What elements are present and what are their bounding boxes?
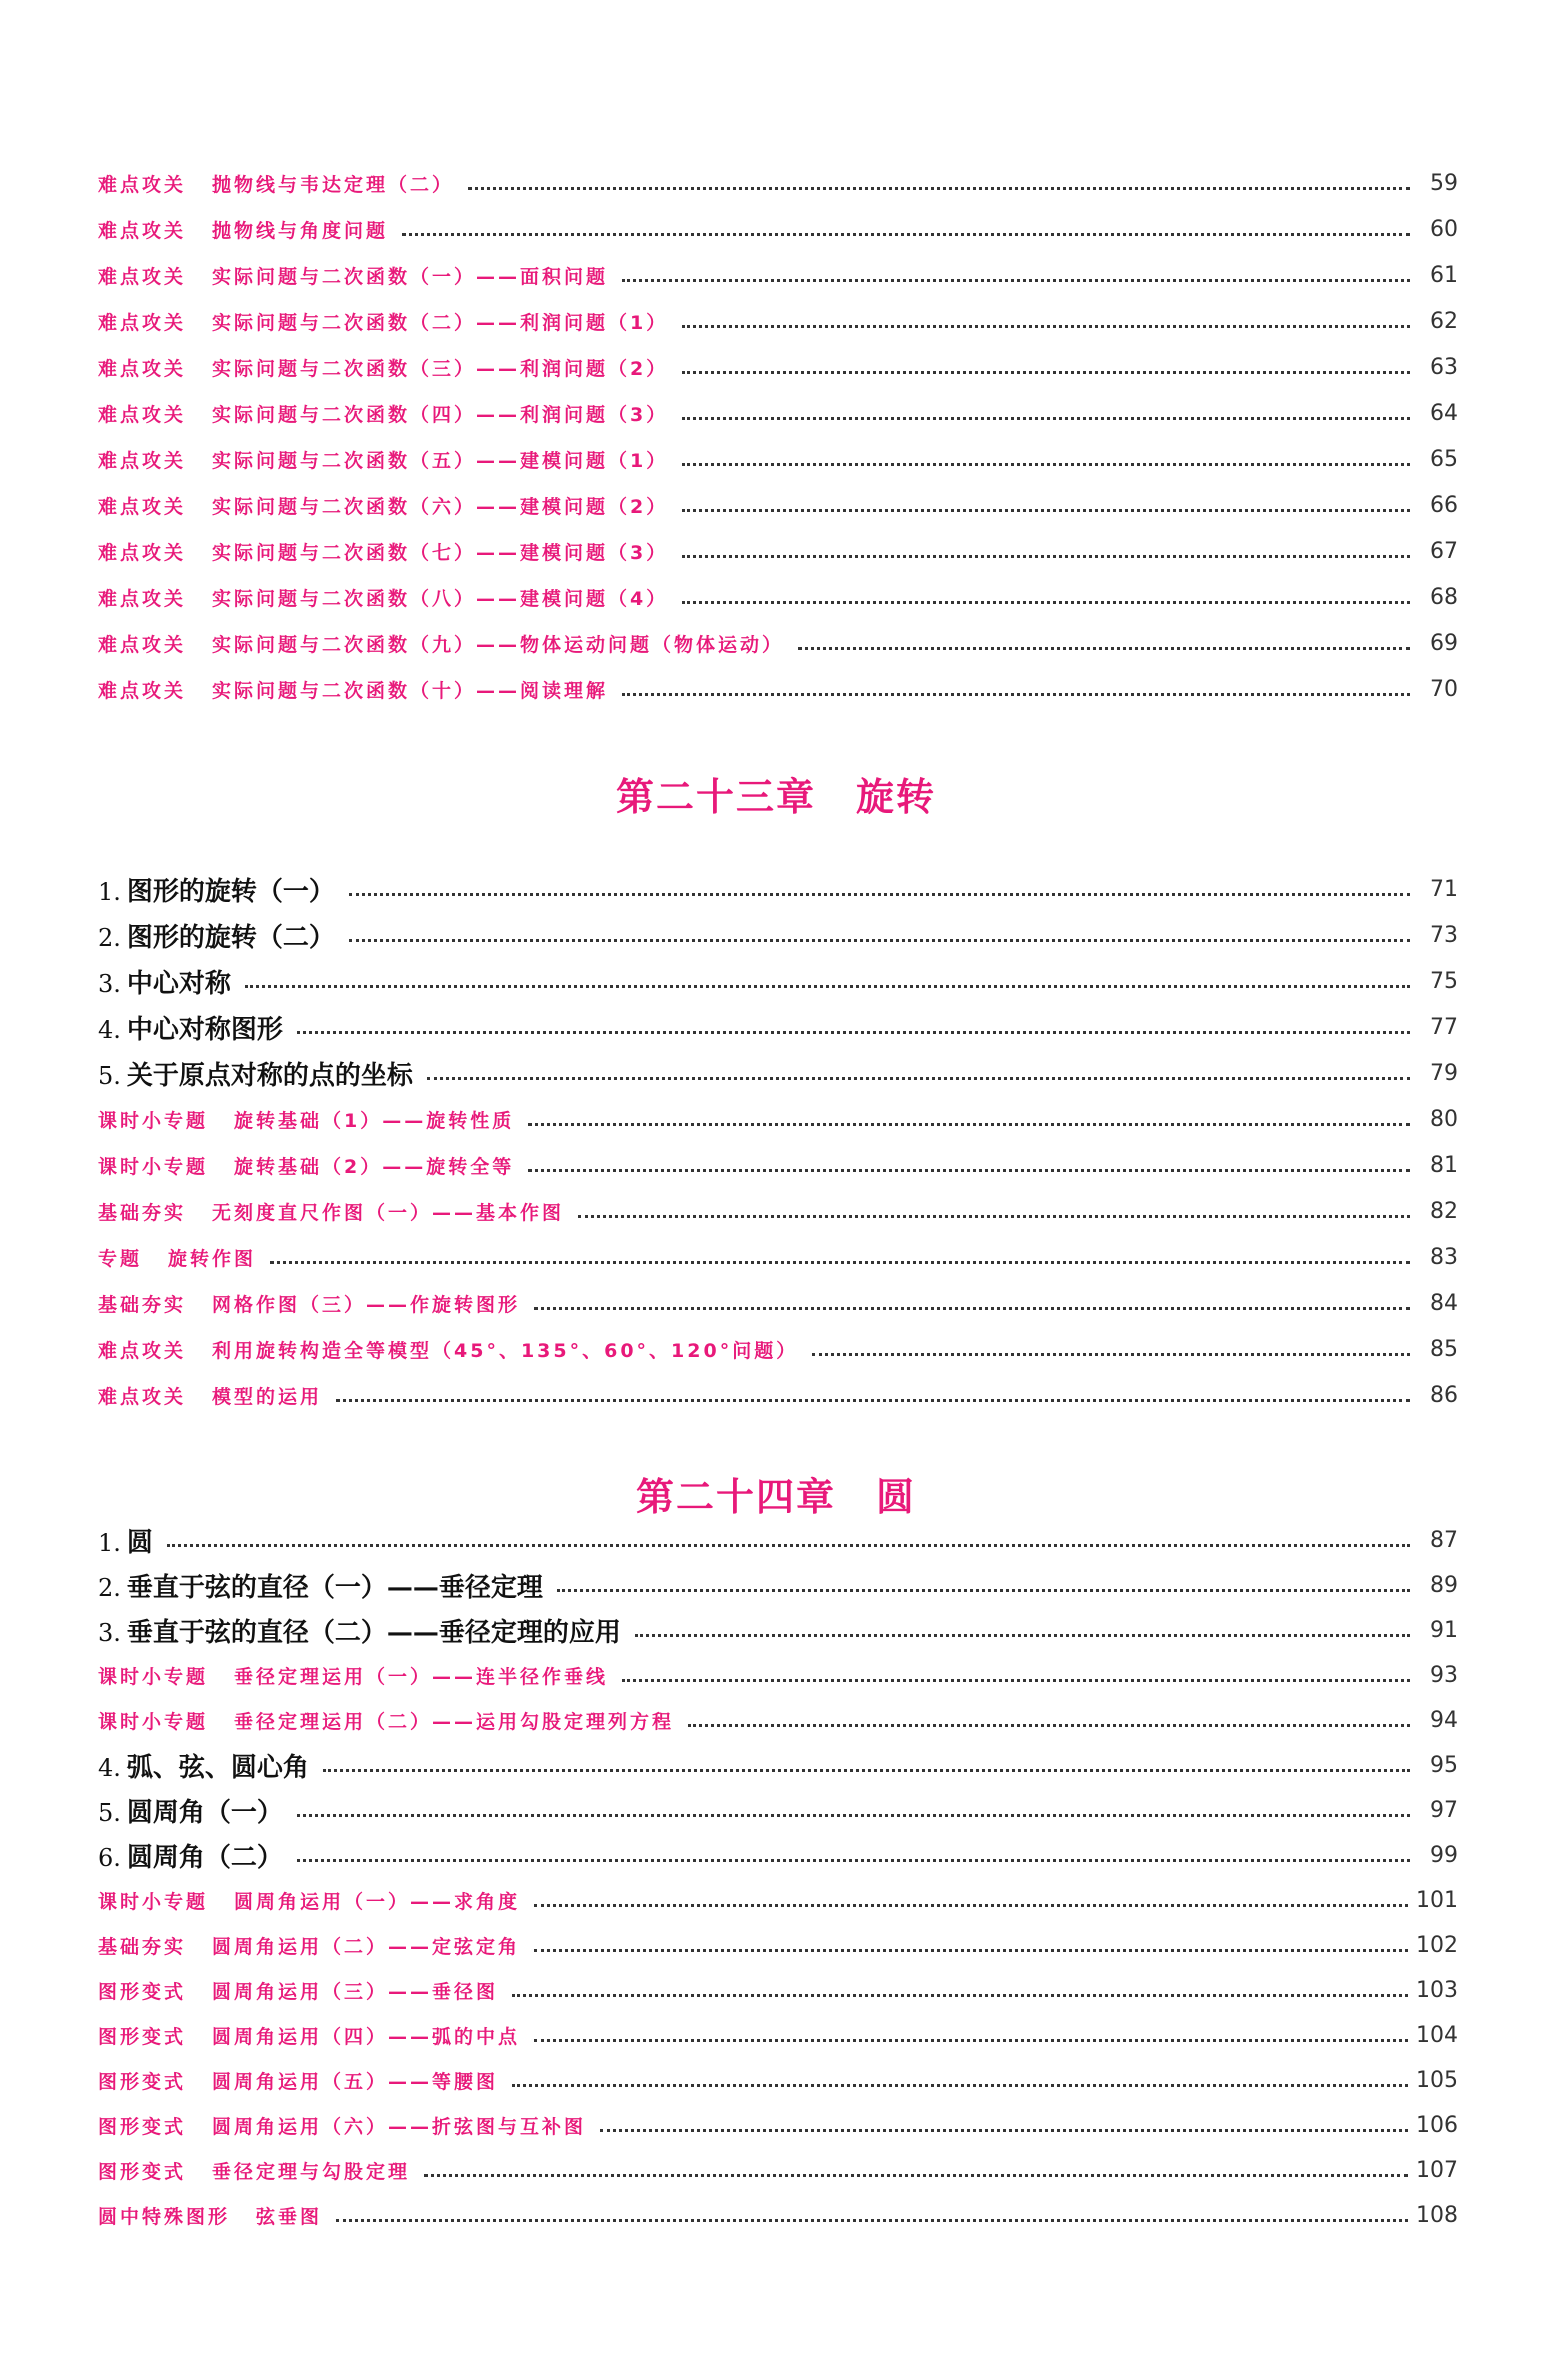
entry-title: 垂径定理运用（二）——运用勾股定理列方程 bbox=[234, 1711, 675, 1733]
entry-page: 77 bbox=[1430, 1014, 1458, 1040]
entry-tag: 课时小专题 bbox=[98, 1711, 209, 1733]
toc-entry[interactable] bbox=[98, 436, 1458, 482]
toc-entry[interactable] bbox=[98, 1833, 1458, 1878]
entry-page: 82 bbox=[1430, 1198, 1458, 1224]
toc-entry[interactable] bbox=[98, 1188, 1458, 1234]
entry-tag: 难点攻关 bbox=[98, 173, 187, 196]
entry-tag: 基础夯实 bbox=[98, 1293, 187, 1316]
entry-tag: 图形变式 bbox=[98, 1981, 187, 2003]
toc-entry[interactable] bbox=[98, 574, 1458, 620]
entry-title: 实际问题与二次函数（二）——利润问题（1） bbox=[212, 311, 669, 334]
toc-entry[interactable] bbox=[98, 1878, 1458, 1923]
entry-page: 99 bbox=[1430, 1843, 1458, 1868]
entry-title: 垂直于弦的直径（一）——垂径定理 bbox=[126, 1573, 543, 1603]
entry-page: 62 bbox=[1430, 308, 1458, 334]
toc-entry[interactable] bbox=[98, 160, 1458, 206]
chapter-number: 第二十四章 bbox=[635, 1474, 836, 1519]
entry-page: 80 bbox=[1430, 1106, 1458, 1132]
entry-title: 网格作图（三）——作旋转图形 bbox=[212, 1293, 521, 1316]
leader-dots bbox=[534, 1949, 1408, 1952]
entry-page: 70 bbox=[1430, 676, 1458, 702]
chapter-heading-23 bbox=[0, 766, 1552, 821]
leader-dots bbox=[622, 693, 1410, 696]
entry-tag: 课时小专题 bbox=[98, 1891, 209, 1913]
entry-title: 垂径定理与勾股定理 bbox=[212, 2161, 411, 2183]
entry-title: 圆周角运用（二）——定弦定角 bbox=[212, 1936, 521, 1958]
leader-dots bbox=[682, 325, 1410, 328]
leader-dots bbox=[512, 2084, 1408, 2087]
leader-dots bbox=[682, 555, 1410, 558]
toc-entry[interactable] bbox=[98, 1518, 1458, 1563]
leader-dots bbox=[297, 1814, 1410, 1817]
leader-dots bbox=[270, 1261, 1410, 1264]
entry-page: 103 bbox=[1416, 1978, 1458, 2003]
entry-page: 71 bbox=[1430, 876, 1458, 902]
entry-title: 利用旋转构造全等模型（45°、135°、60°、120°问题） bbox=[212, 1339, 799, 1362]
toc-entry[interactable] bbox=[98, 1968, 1458, 2013]
entry-number: 3. bbox=[98, 1619, 121, 1647]
entry-page: 108 bbox=[1416, 2203, 1458, 2228]
entry-page: 79 bbox=[1430, 1060, 1458, 1086]
entry-title: 无刻度直尺作图（一）——基本作图 bbox=[212, 1201, 565, 1224]
leader-dots bbox=[682, 509, 1410, 512]
toc-entry[interactable] bbox=[98, 2058, 1458, 2103]
entry-page: 61 bbox=[1430, 262, 1458, 288]
entry-title: 圆周角运用（三）——垂径图 bbox=[212, 1981, 499, 2003]
entry-tag: 难点攻关 bbox=[98, 633, 187, 656]
leader-dots bbox=[557, 1589, 1410, 1592]
toc-entry[interactable] bbox=[98, 912, 1458, 958]
entry-tag: 难点攻关 bbox=[98, 311, 187, 334]
entry-number: 5. bbox=[98, 1061, 121, 1090]
entry-page: 107 bbox=[1416, 2158, 1458, 2183]
toc-entry[interactable] bbox=[98, 1743, 1458, 1788]
leader-dots bbox=[622, 1679, 1410, 1682]
toc-entry[interactable] bbox=[98, 528, 1458, 574]
entry-tag: 难点攻关 bbox=[98, 403, 187, 426]
entry-title: 实际问题与二次函数（七）——建模问题（3） bbox=[212, 541, 669, 564]
toc-entry[interactable] bbox=[98, 1142, 1458, 1188]
entry-page: 106 bbox=[1416, 2113, 1458, 2138]
leader-dots bbox=[812, 1353, 1410, 1356]
leader-dots bbox=[323, 1769, 1410, 1772]
entry-tag: 难点攻关 bbox=[98, 357, 187, 380]
entry-tag: 图形变式 bbox=[98, 2026, 187, 2048]
leader-dots bbox=[682, 463, 1410, 466]
entry-tag: 难点攻关 bbox=[98, 1385, 187, 1408]
entry-number: 4. bbox=[98, 1754, 121, 1782]
entry-title: 弧、弦、圆心角 bbox=[126, 1753, 309, 1783]
entry-title: 实际问题与二次函数（三）——利润问题（2） bbox=[212, 357, 669, 380]
entry-title: 圆周角运用（一）——求角度 bbox=[234, 1891, 521, 1913]
toc-entry[interactable] bbox=[98, 1326, 1458, 1372]
entry-tag: 难点攻关 bbox=[98, 449, 187, 472]
entry-page: 81 bbox=[1430, 1152, 1458, 1178]
chapter-number: 第二十三章 bbox=[615, 774, 816, 819]
toc-entry[interactable] bbox=[98, 206, 1458, 252]
entry-page: 94 bbox=[1430, 1708, 1458, 1733]
toc-entry[interactable] bbox=[98, 2148, 1458, 2193]
entry-title: 旋转作图 bbox=[168, 1247, 257, 1270]
leader-dots bbox=[600, 2129, 1408, 2132]
entry-title: 抛物线与韦达定理（二） bbox=[212, 173, 455, 196]
leader-dots bbox=[424, 2174, 1408, 2177]
leader-dots bbox=[534, 1307, 1410, 1310]
entry-title: 实际问题与二次函数（六）——建模问题（2） bbox=[212, 495, 669, 518]
entry-title: 中心对称 bbox=[126, 968, 231, 999]
leader-dots bbox=[622, 279, 1410, 282]
entry-title: 实际问题与二次函数（十）——阅读理解 bbox=[212, 679, 609, 702]
entry-title: 圆 bbox=[126, 1528, 153, 1558]
toc-entry[interactable] bbox=[98, 620, 1458, 666]
leader-dots bbox=[682, 371, 1410, 374]
entry-page: 59 bbox=[1430, 170, 1458, 196]
leader-dots bbox=[528, 1123, 1410, 1126]
toc-entry[interactable] bbox=[98, 1096, 1458, 1142]
entry-title: 抛物线与角度问题 bbox=[212, 219, 389, 242]
entry-tag: 课时小专题 bbox=[98, 1666, 209, 1688]
entry-page: 68 bbox=[1430, 584, 1458, 610]
leader-dots bbox=[534, 1904, 1408, 1907]
entry-page: 105 bbox=[1416, 2068, 1458, 2093]
entry-page: 102 bbox=[1416, 1933, 1458, 1958]
leader-dots bbox=[349, 893, 1410, 896]
entry-title: 圆周角运用（四）——弧的中点 bbox=[212, 2026, 521, 2048]
entry-title: 实际问题与二次函数（五）——建模问题（1） bbox=[212, 449, 669, 472]
toc-entry[interactable] bbox=[98, 1563, 1458, 1608]
toc-entry[interactable] bbox=[98, 390, 1458, 436]
entry-tag: 基础夯实 bbox=[98, 1201, 187, 1224]
toc-entry[interactable] bbox=[98, 1372, 1458, 1418]
toc-section-circle bbox=[98, 1518, 1458, 2238]
leader-dots bbox=[336, 1399, 1410, 1402]
toc-entry[interactable] bbox=[98, 298, 1458, 344]
entry-tag: 难点攻关 bbox=[98, 265, 187, 288]
toc-entry[interactable] bbox=[98, 2013, 1458, 2058]
entry-title: 实际问题与二次函数（一）——面积问题 bbox=[212, 265, 609, 288]
entry-page: 66 bbox=[1430, 492, 1458, 518]
leader-dots bbox=[512, 1994, 1408, 1997]
entry-page: 65 bbox=[1430, 446, 1458, 472]
leader-dots bbox=[798, 647, 1410, 650]
entry-page: 95 bbox=[1430, 1753, 1458, 1778]
leader-dots bbox=[688, 1724, 1410, 1727]
entry-tag: 图形变式 bbox=[98, 2071, 187, 2093]
toc-entry[interactable] bbox=[98, 1698, 1458, 1743]
entry-page: 91 bbox=[1430, 1618, 1458, 1643]
entry-title: 圆周角（二） bbox=[126, 1843, 283, 1873]
toc-entry[interactable] bbox=[98, 1788, 1458, 1833]
toc-entry[interactable] bbox=[98, 1280, 1458, 1326]
entry-tag: 图形变式 bbox=[98, 2161, 187, 2183]
leader-dots bbox=[682, 601, 1410, 604]
leader-dots bbox=[578, 1215, 1410, 1218]
leader-dots bbox=[635, 1634, 1410, 1637]
entry-page: 73 bbox=[1430, 922, 1458, 948]
entry-page: 101 bbox=[1416, 1888, 1458, 1913]
entry-tag: 图形变式 bbox=[98, 2116, 187, 2138]
entry-title: 垂直于弦的直径（二）——垂径定理的应用 bbox=[126, 1618, 621, 1648]
leader-dots bbox=[528, 1169, 1410, 1172]
entry-page: 86 bbox=[1430, 1382, 1458, 1408]
entry-title: 弦垂图 bbox=[256, 2206, 323, 2228]
entry-title: 实际问题与二次函数（九）——物体运动问题（物体运动） bbox=[212, 633, 785, 656]
entry-tag: 难点攻关 bbox=[98, 495, 187, 518]
entry-page: 63 bbox=[1430, 354, 1458, 380]
entry-title: 圆周角（一） bbox=[126, 1798, 283, 1828]
entry-page: 64 bbox=[1430, 400, 1458, 426]
toc-entry[interactable] bbox=[98, 866, 1458, 912]
entry-number: 2. bbox=[98, 1574, 121, 1602]
chapter-title: 圆 bbox=[876, 1474, 917, 1519]
leader-dots bbox=[427, 1077, 1410, 1080]
entry-page: 67 bbox=[1430, 538, 1458, 564]
leader-dots bbox=[534, 2039, 1408, 2042]
entry-page: 75 bbox=[1430, 968, 1458, 994]
leader-dots bbox=[245, 985, 1410, 988]
leader-dots bbox=[297, 1859, 1410, 1862]
entry-tag: 专题 bbox=[98, 1247, 143, 1270]
leader-dots bbox=[682, 417, 1410, 420]
toc-section-quadratic bbox=[98, 160, 1458, 712]
entry-page: 97 bbox=[1430, 1798, 1458, 1823]
toc-entry[interactable] bbox=[98, 1608, 1458, 1653]
entry-tag: 难点攻关 bbox=[98, 541, 187, 564]
toc-entry[interactable] bbox=[98, 252, 1458, 298]
entry-page: 60 bbox=[1430, 216, 1458, 242]
entry-title: 实际问题与二次函数（四）——利润问题（3） bbox=[212, 403, 669, 426]
leader-dots bbox=[167, 1544, 1410, 1547]
entry-tag: 课时小专题 bbox=[98, 1109, 209, 1132]
entry-tag: 圆中特殊图形 bbox=[98, 2206, 231, 2228]
toc-entry[interactable] bbox=[98, 1923, 1458, 1968]
toc-entry[interactable] bbox=[98, 666, 1458, 712]
leader-dots bbox=[349, 939, 1410, 942]
entry-page: 85 bbox=[1430, 1336, 1458, 1362]
entry-page: 89 bbox=[1430, 1573, 1458, 1598]
toc-entry[interactable] bbox=[98, 1050, 1458, 1096]
entry-page: 69 bbox=[1430, 630, 1458, 656]
entry-title: 圆周角运用（五）——等腰图 bbox=[212, 2071, 499, 2093]
entry-title: 旋转基础（2）——旋转全等 bbox=[234, 1155, 515, 1178]
entry-page: 93 bbox=[1430, 1663, 1458, 1688]
entry-number: 1. bbox=[98, 877, 121, 906]
entry-number: 1. bbox=[98, 1529, 121, 1557]
leader-dots bbox=[297, 1031, 1410, 1034]
toc-section-rotation bbox=[98, 866, 1458, 1418]
entry-title: 图形的旋转（一） bbox=[126, 876, 335, 907]
toc-entry[interactable] bbox=[98, 1653, 1458, 1698]
entry-page: 104 bbox=[1416, 2023, 1458, 2048]
chapter-title: 旋转 bbox=[856, 774, 937, 819]
entry-page: 84 bbox=[1430, 1290, 1458, 1316]
toc-entry[interactable] bbox=[98, 2103, 1458, 2148]
entry-page: 87 bbox=[1430, 1528, 1458, 1553]
toc-entry[interactable] bbox=[98, 2193, 1458, 2238]
leader-dots bbox=[402, 233, 1410, 236]
toc-entry[interactable] bbox=[98, 958, 1458, 1004]
leader-dots bbox=[468, 187, 1410, 190]
entry-title: 旋转基础（1）——旋转性质 bbox=[234, 1109, 515, 1132]
entry-tag: 难点攻关 bbox=[98, 587, 187, 610]
entry-title: 关于原点对称的点的坐标 bbox=[126, 1060, 413, 1091]
entry-title: 模型的运用 bbox=[212, 1385, 323, 1408]
toc-entry[interactable] bbox=[98, 1004, 1458, 1050]
entry-number: 3. bbox=[98, 969, 121, 998]
entry-tag: 难点攻关 bbox=[98, 219, 187, 242]
entry-title: 图形的旋转（二） bbox=[126, 922, 335, 953]
entry-tag: 难点攻关 bbox=[98, 679, 187, 702]
toc-entry[interactable] bbox=[98, 344, 1458, 390]
entry-number: 5. bbox=[98, 1799, 121, 1827]
entry-tag: 课时小专题 bbox=[98, 1155, 209, 1178]
entry-page: 83 bbox=[1430, 1244, 1458, 1270]
toc-entry[interactable] bbox=[98, 482, 1458, 528]
entry-number: 2. bbox=[98, 923, 121, 952]
entry-title: 实际问题与二次函数（八）——建模问题（4） bbox=[212, 587, 669, 610]
entry-title: 圆周角运用（六）——折弦图与互补图 bbox=[212, 2116, 587, 2138]
chapter-heading-24 bbox=[0, 1466, 1552, 1521]
entry-title: 中心对称图形 bbox=[126, 1014, 283, 1045]
entry-number: 4. bbox=[98, 1015, 121, 1044]
leader-dots bbox=[336, 2219, 1408, 2222]
entry-title: 垂径定理运用（一）——连半径作垂线 bbox=[234, 1666, 609, 1688]
entry-number: 6. bbox=[98, 1844, 121, 1872]
toc-entry[interactable] bbox=[98, 1234, 1458, 1280]
entry-tag: 基础夯实 bbox=[98, 1936, 187, 1958]
entry-tag: 难点攻关 bbox=[98, 1339, 187, 1362]
